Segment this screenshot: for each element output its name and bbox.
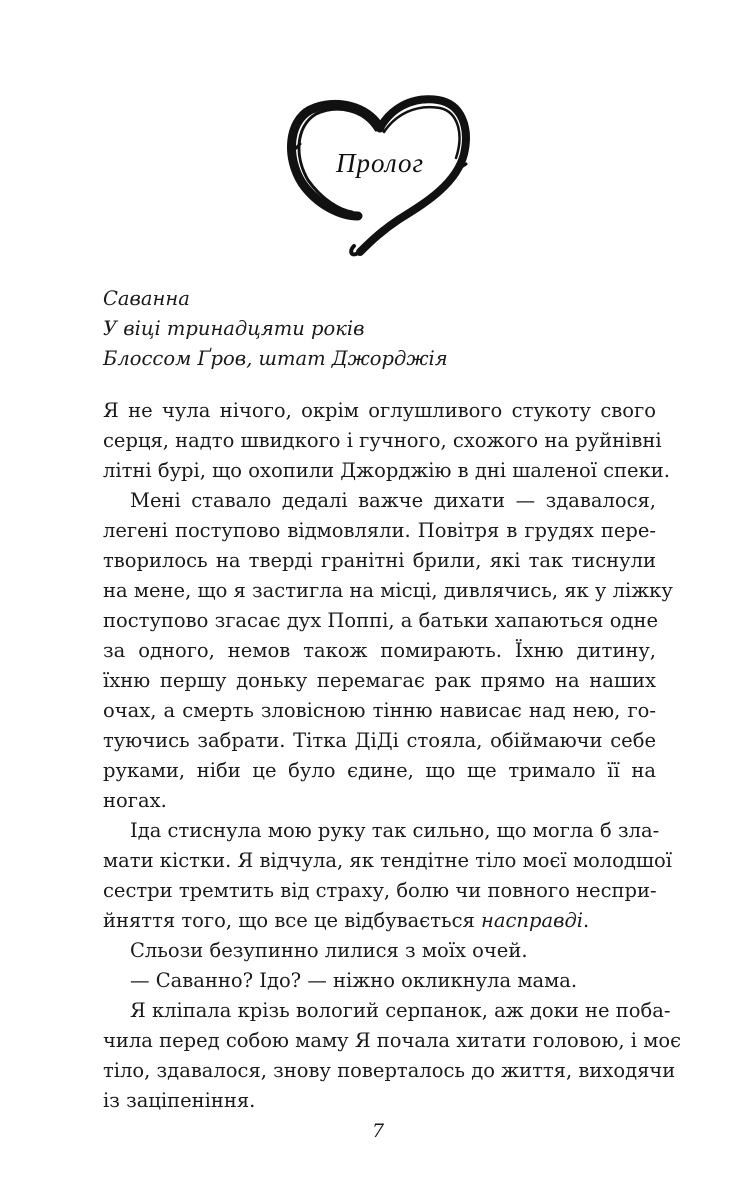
text-line: Я кліпала крізь вологий серпанок, аж доки не поба-	[130, 999, 671, 1022]
text-line: Мені ставало дедалі важче дихати — здавалося,	[130, 489, 656, 512]
paragraph	[103, 396, 670, 486]
paragraph	[103, 936, 656, 966]
page-number: 7	[371, 1120, 385, 1142]
text-line: Я не чула нічого, окрім оглушливого стукоту свого	[103, 399, 656, 422]
text-line: їхню першу доньку перемагає рак прямо на наших	[103, 669, 656, 692]
text-line: із заціпеніння.	[103, 1089, 256, 1112]
body-text	[103, 396, 682, 1116]
text-line: туючись забрати. Тітка ДіДі стояла, обіймаючи себе	[103, 729, 656, 752]
chapter-header	[103, 284, 448, 374]
text-line: літні бурі, що охопили Джорджію в дні шаленої спеки.	[103, 459, 670, 482]
text-line: руками, ніби це було єдине, що ще тримало її на	[103, 759, 656, 782]
text-line	[103, 906, 656, 936]
text-run: йняття того, що все це відбувається	[103, 909, 475, 932]
text-line: творилось на тверді гранітні брили, які так тиснули	[103, 549, 656, 572]
text-line: серця, надто швидкого і гучного, схожого на руйнівні	[103, 429, 662, 452]
paragraph	[103, 486, 673, 816]
header-line: Блоссом Ґров, штат Джорджія	[103, 347, 448, 370]
text-line: — Саванно? Ідо? — ніжно окликнула мама.	[130, 969, 578, 992]
header-line: У віці тринадцяти років	[103, 317, 365, 340]
chapter-title: Пролог	[336, 148, 424, 178]
text-line: поступово згасає дух Поппі, а батьки хапаються одне	[103, 609, 659, 632]
paragraph	[103, 966, 656, 996]
text-run: .	[583, 909, 590, 932]
text-line: чила перед собою маму Я почала хитати головою, і моє	[103, 1029, 682, 1052]
paragraph	[103, 996, 682, 1116]
emphasis: насправді	[481, 909, 584, 932]
paragraph	[103, 816, 672, 936]
header-line: Саванна	[103, 287, 190, 310]
text-line: очах, а смерть зловісною тінню нависає над нею, го-	[103, 699, 656, 722]
text-line: Іда стиснула мою руку так сильно, що могла б зла-	[130, 819, 660, 842]
text-line: тіло, здавалося, знову поверталось до життя, виходячи	[103, 1059, 676, 1082]
text-line: мати кістки. Я відчула, як тендітне тіло моєї молодшої	[103, 849, 672, 872]
text-line: Сльози безупинно лилися з моїх очей.	[130, 939, 528, 962]
text-line: ногах.	[103, 789, 167, 812]
text-line: за одного, немов також помирають. Їхню дитину,	[103, 639, 656, 662]
text-line: легені поступово відмовляли. Повітря в грудях пере-	[103, 519, 656, 542]
text-line: сестри тремтить від страху, болю чи повного неспри-	[103, 879, 657, 902]
text-line: на мене, що я застигла на місці, дивлячись, як у ліжку	[103, 579, 673, 602]
